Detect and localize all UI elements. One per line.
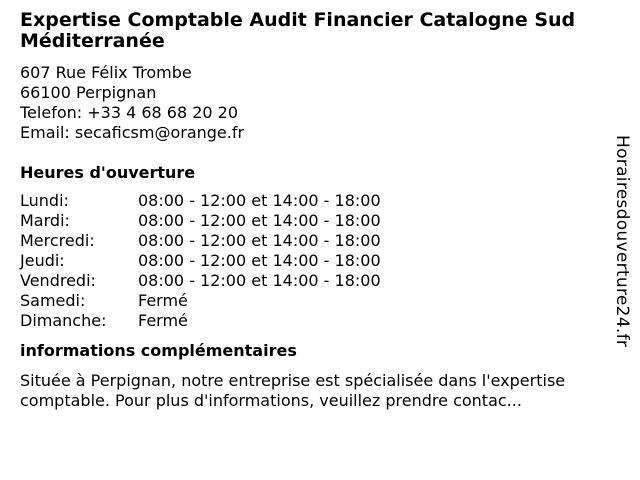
day-hours: 08:00 - 12:00 et 14:00 - 18:00	[138, 191, 381, 210]
day-hours: 08:00 - 12:00 et 14:00 - 18:00	[138, 231, 381, 250]
hours-table	[20, 191, 610, 331]
info-description: Située à Perpignan, notre entreprise est spécialisée dans l'expertise comptable. Pour plus d'informations, veuillez prendre contac...	[20, 371, 566, 410]
hours-row-monday	[20, 191, 610, 211]
hours-row-wednesday	[20, 231, 610, 251]
hours-row-saturday	[20, 291, 610, 311]
day-hours: Fermé	[138, 311, 188, 330]
day-label: Dimanche:	[20, 311, 107, 330]
email-address: Email: secaficsm@orange.fr	[20, 123, 245, 142]
hours-row-friday	[20, 271, 610, 291]
city-address: 66100 Perpignan	[20, 83, 157, 102]
day-label: Samedi:	[20, 291, 86, 310]
phone-number: Telefon: +33 4 68 68 20 20	[20, 103, 239, 122]
day-hours: Fermé	[138, 291, 188, 310]
info-heading: informations complémentaires	[20, 341, 297, 360]
hours-row-thursday	[20, 251, 610, 271]
hours-row-sunday	[20, 311, 610, 331]
day-label: Mercredi:	[20, 231, 95, 250]
day-hours: 08:00 - 12:00 et 14:00 - 18:00	[138, 211, 381, 230]
business-card	[20, 10, 610, 411]
hours-row-tuesday	[20, 211, 610, 231]
hours-heading: Heures d'ouverture	[20, 163, 196, 182]
day-label: Mardi:	[20, 211, 70, 230]
site-watermark: Horairesdouverture24.fr	[612, 135, 632, 348]
address-block	[20, 63, 610, 143]
day-label: Lundi:	[20, 191, 69, 210]
day-label: Jeudi:	[20, 251, 65, 270]
business-name: Expertise Comptable Audit Financier Catalogne Sud Méditerranée	[20, 9, 576, 52]
day-hours: 08:00 - 12:00 et 14:00 - 18:00	[138, 271, 381, 290]
day-hours: 08:00 - 12:00 et 14:00 - 18:00	[138, 251, 381, 270]
day-label: Vendredi:	[20, 271, 96, 290]
street-address: 607 Rue Félix Trombe	[20, 63, 192, 82]
